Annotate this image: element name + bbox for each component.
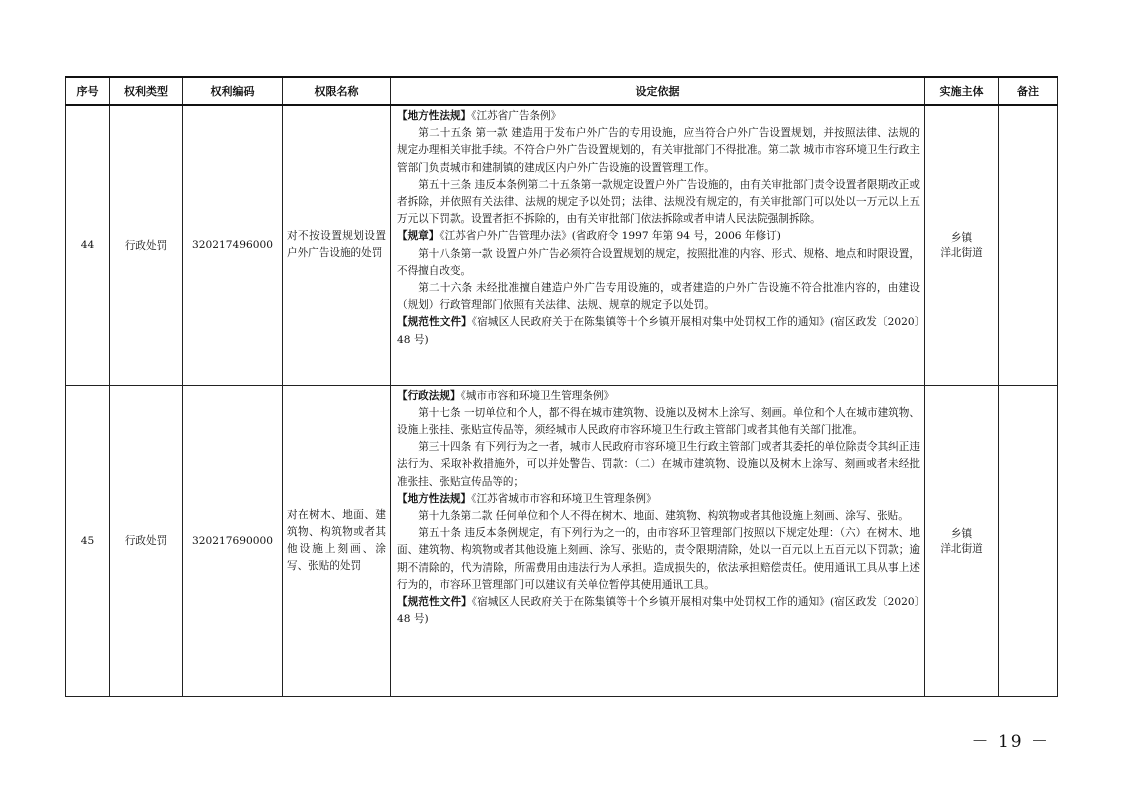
header-seq: 序号 [66, 77, 110, 105]
basis-paragraph: 第五十三条 违反本条例第二十五条第一款规定设置户外广告设施的，由有关审批部门责令设置者限期改正或者拆除，并依照有关法律、法规的规定予以处罚；法律、法规没有规定的，有关审批部门可以处以一万元以上五万元以下罚款。设置者拒不拆除的，由有关审批部门依法拆除或者申请人民法院强制拆除。 [397, 178, 920, 226]
basis-paragraph: 第二十六条 未经批准擅自建造户外广告专用设施的，或者建造的户外广告设施不符合批准内容的，由建设（规划）行政管理部门依照有关法律、法规、规章的规定予以处罚。 [397, 282, 920, 312]
basis-tag: 【规范性文件】 [397, 595, 472, 608]
basis-paragraph [397, 491, 920, 508]
basis-tag: 【规章】 [397, 230, 440, 243]
basis-text: 《江苏省户外广告管理办法》(省政府令 1997 年第 94 号，2006 年修订) [439, 230, 781, 243]
table-header-row [66, 77, 1058, 105]
basis-tag: 【地方性法规】 [397, 110, 472, 122]
header-name: 权限名称 [283, 77, 391, 105]
row-basis [391, 105, 925, 385]
row-name: 对不按设置规划设置户外广告设施的处罚 [283, 105, 391, 385]
row-subject [925, 385, 999, 696]
basis-paragraph [397, 314, 920, 348]
header-type: 权利类型 [110, 77, 183, 105]
basis-tag: 【行政法规】 [397, 389, 461, 402]
row-remark [999, 105, 1058, 385]
header-code: 权利编码 [183, 77, 283, 105]
row-name: 对在树木、地面、建筑物、构筑物或者其他设施上刻画、涂写、张贴的处罚 [283, 385, 391, 696]
subject-line: 洋北街道 [940, 542, 983, 555]
header-remark: 备注 [999, 77, 1058, 105]
subject-line: 乡镇 [950, 232, 973, 245]
row-basis [391, 385, 925, 696]
basis-paragraph: 第十八条第一款 设置户外广告必须符合设置规划的规定，按照批准的内容、形式、规格、地点和时限设置，不得擅自改变。 [397, 247, 920, 277]
basis-text: 《江苏省城市市容和环境卫生管理条例》 [471, 492, 657, 505]
row-seq: 45 [66, 385, 110, 696]
row-type: 行政处罚 [110, 105, 183, 385]
subject-line: 洋北街道 [940, 247, 983, 260]
authority-table [65, 76, 1058, 697]
basis-text: 《宿城区人民政府关于在陈集镇等十个乡镇开展相对集中处罚权工作的通知》(宿区政发〔2020〕48 号) [397, 595, 920, 626]
header-subject: 实施主体 [925, 77, 999, 105]
table-row [66, 105, 1058, 385]
row-code: 320217690000 [183, 385, 283, 696]
basis-text: 《城市市容和环境卫生管理条例》 [460, 389, 615, 402]
row-code: 320217496000 [183, 105, 283, 385]
basis-paragraph [397, 228, 920, 245]
row-subject [925, 105, 999, 385]
basis-paragraph: 第十七条 一切单位和个人，都不得在城市建筑物、设施以及树木上涂写、刻画。单位和个人在城市建筑物、设施上张挂、张贴宣传品等，须经城市人民政府市容环境卫生行政主管部门或者其他有关部门批准。 [397, 406, 920, 436]
row-remark [999, 385, 1058, 696]
table-row [66, 385, 1058, 696]
basis-paragraph: 第三十四条 有下列行为之一者，城市人民政府市容环境卫生行政主管部门或者其委托的单位除责令其纠正违法行为、采取补救措施外，可以并处警告、罚款：（二）在城市建筑物、设施以及树木上涂写、刻画或者未经批准张挂、张贴宣传品等的； [397, 441, 920, 488]
basis-paragraph: 第二十五条 第一款 建造用于发布户外广告的专用设施，应当符合户外广告设置规划，并按照法律、法规的规定办理相关审批手续。不符合户外广告设置规划的，有关审批部门不得批准。第二款 城市市容环境卫生行政主管部门负责城市和建制镇的建成区内户外广告设施的设置管理工作。 [397, 127, 920, 174]
basis-paragraph [397, 594, 920, 628]
basis-paragraph: 第十九条第二款 任何单位和个人不得在树木、地面、建筑物、构筑物或者其他设施上刻画、涂写、张贴。 [418, 509, 909, 522]
basis-text: 《江苏省广告条例》 [471, 110, 562, 122]
basis-text: 《宿城区人民政府关于在陈集镇等十个乡镇开展相对集中处罚权工作的通知》(宿区政发〔2020〕48 号) [397, 316, 920, 346]
subject-line: 乡镇 [950, 527, 973, 540]
basis-tag: 【地方性法规】 [397, 492, 472, 505]
basis-paragraph [397, 388, 920, 405]
page-number: － 19 － [971, 732, 1050, 752]
header-basis: 设定依据 [391, 77, 925, 105]
row-seq: 44 [66, 105, 110, 385]
basis-paragraph: 第五十条 违反本条例规定，有下列行为之一的，由市容环卫管理部门按照以下规定处理：（六）在树木、地面、建筑物、构筑物或者其他设施上刻画、涂写、张贴的，责令限期清除，处以一百元以上五百元以下罚款；逾期不清除的，代为清除，所需费用由违法行为人承担。造成损失的，依法承担赔偿责任。使用通讯工具从事上述行为的，市容环卫管理部门可以建议有关单位暂停其使用通讯工具。 [397, 527, 920, 591]
basis-paragraph [397, 108, 920, 125]
row-type: 行政处罚 [110, 385, 183, 696]
basis-tag: 【规范性文件】 [397, 316, 472, 329]
